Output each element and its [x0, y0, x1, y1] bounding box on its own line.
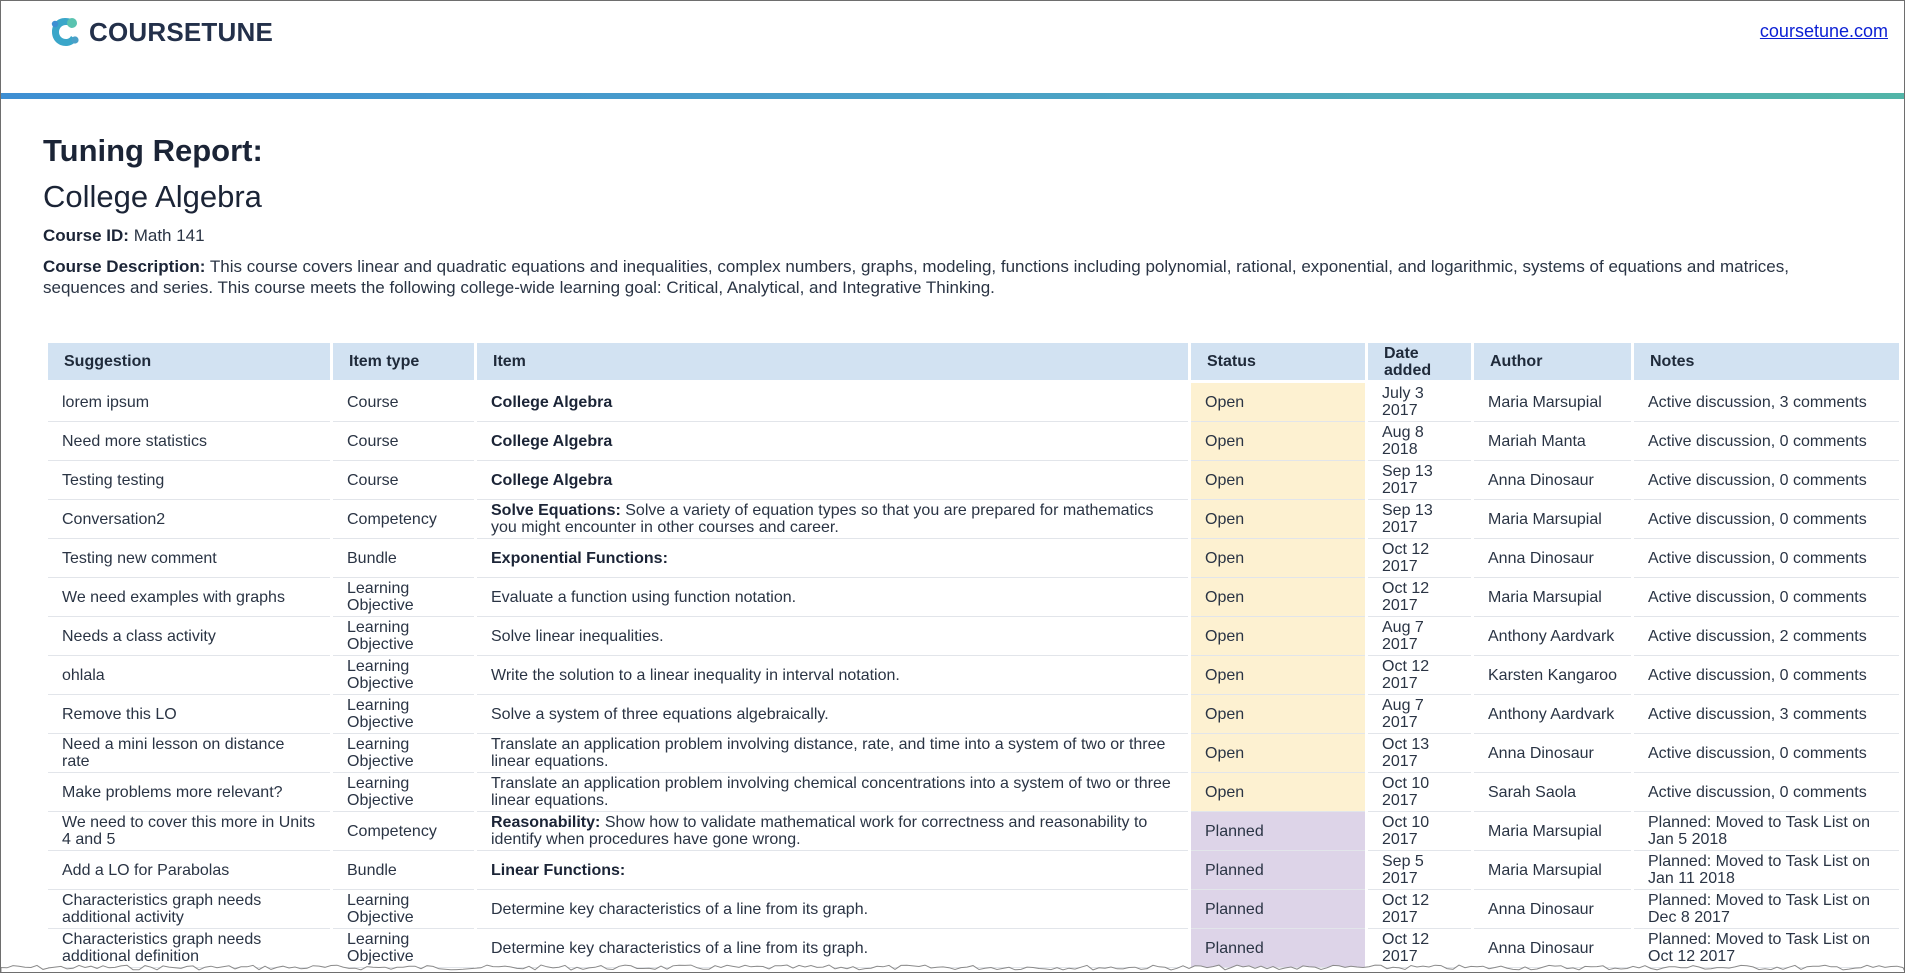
author-cell: Maria Marsupial [1474, 578, 1631, 617]
author-cell: Anthony Aardvark [1474, 617, 1631, 656]
author-cell: Karsten Kangaroo [1474, 656, 1631, 695]
table-row[interactable] [48, 773, 1899, 812]
table-row[interactable] [48, 812, 1899, 851]
item-type-cell: Course [333, 422, 474, 461]
suggestion-cell: ohlala [48, 656, 330, 695]
item-type-cell: Course [333, 461, 474, 500]
item-type-cell: Learning Objective [333, 617, 474, 656]
item-cell [477, 422, 1188, 461]
author-cell: Maria Marsupial [1474, 812, 1631, 851]
page-header [1, 1, 1905, 93]
item-type-cell: Learning Objective [333, 929, 474, 968]
status-badge: Open [1191, 695, 1365, 734]
page-title: Tuning Report: [43, 133, 263, 168]
report-summary [43, 133, 1883, 298]
table-row[interactable] [48, 734, 1899, 773]
table-body [48, 383, 1899, 968]
notes-cell: Planned: Moved to Task List on Dec 8 2017 [1634, 890, 1899, 929]
suggestion-cell: Need a mini lesson on distance rate [48, 734, 330, 773]
suggestion-cell: Testing new comment [48, 539, 330, 578]
author-cell: Anna Dinosaur [1474, 890, 1631, 929]
table-row[interactable] [48, 500, 1899, 539]
item-text: Determine key characteristics of a line from its graph. [491, 939, 869, 957]
date-added-cell: Aug 8 2018 [1368, 422, 1471, 461]
notes-cell: Active discussion, 0 comments [1634, 461, 1899, 500]
table-row[interactable] [48, 617, 1899, 656]
course-description [43, 256, 1843, 298]
notes-cell: Active discussion, 0 comments [1634, 539, 1899, 578]
status-badge: Open [1191, 383, 1365, 422]
course-id-label: Course ID: [43, 226, 129, 245]
item-text: Solve a system of three equations algebraically. [491, 705, 829, 723]
status-badge: Open [1191, 578, 1365, 617]
item-cell [477, 773, 1188, 812]
item-text: Translate an application problem involving distance, rate, and time into a system of two or three linear equations. [491, 736, 1166, 770]
table-row[interactable] [48, 695, 1899, 734]
column-header-notes[interactable]: Notes [1634, 343, 1899, 383]
suggestion-cell: We need to cover this more in Units 4 and 5 [48, 812, 330, 851]
course-description-label: Course Description: [43, 257, 206, 276]
suggestions-table [45, 343, 1902, 968]
item-name: College Algebra [491, 471, 613, 489]
item-name: College Algebra [491, 393, 613, 411]
status-badge: Planned [1191, 812, 1365, 851]
notes-cell: Planned: Moved to Task List on Jan 5 2018 [1634, 812, 1899, 851]
date-added-cell: Aug 7 2017 [1368, 695, 1471, 734]
item-name: Reasonability: [491, 814, 601, 831]
date-added-cell: Oct 12 2017 [1368, 656, 1471, 695]
author-cell: Maria Marsupial [1474, 851, 1631, 890]
date-added-cell: Oct 12 2017 [1368, 578, 1471, 617]
suggestion-cell: We need examples with graphs [48, 578, 330, 617]
item-text: Solve linear inequalities. [491, 627, 664, 645]
item-cell [477, 500, 1188, 539]
author-cell: Anna Dinosaur [1474, 539, 1631, 578]
notes-cell: Active discussion, 3 comments [1634, 695, 1899, 734]
notes-cell: Active discussion, 0 comments [1634, 734, 1899, 773]
status-badge: Open [1191, 461, 1365, 500]
date-added-cell: Oct 12 2017 [1368, 929, 1471, 968]
suggestion-cell: Add a LO for Parabolas [48, 851, 330, 890]
item-type-cell: Learning Objective [333, 695, 474, 734]
status-badge: Planned [1191, 890, 1365, 929]
item-cell [477, 890, 1188, 929]
item-cell [477, 461, 1188, 500]
table-header-row [48, 343, 1899, 383]
item-text: Write the solution to a linear inequality in interval notation. [491, 666, 900, 684]
notes-cell: Active discussion, 2 comments [1634, 617, 1899, 656]
notes-cell: Active discussion, 0 comments [1634, 500, 1899, 539]
notes-cell: Planned: Moved to Task List on Jan 11 2018 [1634, 851, 1899, 890]
torn-edge [1, 963, 1905, 973]
suggestion-cell: Remove this LO [48, 695, 330, 734]
notes-cell: Active discussion, 0 comments [1634, 578, 1899, 617]
item-cell [477, 695, 1188, 734]
column-header-item-type[interactable]: Item type [333, 343, 474, 383]
item-cell [477, 734, 1188, 773]
item-text: Evaluate a function using function notation. [491, 588, 797, 606]
item-text: Solve a variety of equation types so that you are prepared for mathematics you might encounter in other courses and career. [491, 502, 1154, 536]
author-cell: Anthony Aardvark [1474, 695, 1631, 734]
notes-cell: Planned: Moved to Task List on Oct 12 2017 [1634, 929, 1899, 968]
notes-cell: Active discussion, 0 comments [1634, 773, 1899, 812]
table-row[interactable] [48, 539, 1899, 578]
coursetune-logo-icon [47, 15, 83, 49]
status-badge: Open [1191, 500, 1365, 539]
status-badge: Open [1191, 734, 1365, 773]
status-badge: Planned [1191, 929, 1365, 968]
item-type-cell: Learning Objective [333, 578, 474, 617]
author-cell: Anna Dinosaur [1474, 734, 1631, 773]
column-header-date-added[interactable]: Date added [1368, 343, 1471, 383]
suggestion-cell: Characteristics graph needs additional activity [48, 890, 330, 929]
course-id-line [43, 225, 1883, 246]
status-badge: Open [1191, 617, 1365, 656]
date-added-cell: Aug 7 2017 [1368, 617, 1471, 656]
table-row[interactable] [48, 578, 1899, 617]
table-row[interactable] [48, 461, 1899, 500]
item-type-cell: Course [333, 383, 474, 422]
status-badge: Open [1191, 422, 1365, 461]
status-badge: Open [1191, 656, 1365, 695]
author-cell: Anna Dinosaur [1474, 461, 1631, 500]
column-header-suggestion[interactable]: Suggestion [48, 343, 330, 383]
brand-logo[interactable] [47, 15, 273, 49]
suggestion-cell: Testing testing [48, 461, 330, 500]
date-added-cell: Oct 13 2017 [1368, 734, 1471, 773]
author-cell: Maria Marsupial [1474, 383, 1631, 422]
item-text: Determine key characteristics of a line from its graph. [491, 900, 869, 918]
item-cell [477, 383, 1188, 422]
status-badge: Planned [1191, 851, 1365, 890]
status-badge: Open [1191, 773, 1365, 812]
item-type-cell: Learning Objective [333, 773, 474, 812]
item-text: Show how to validate mathematical work for correctness and reasonability to identify when procedures have gone wrong. [491, 814, 1148, 848]
author-cell: Anna Dinosaur [1474, 929, 1631, 968]
item-cell [477, 617, 1188, 656]
item-name: Solve Equations: [491, 502, 621, 519]
item-name: Exponential Functions: [491, 549, 668, 567]
course-title: College Algebra [43, 179, 262, 214]
date-added-cell: Sep 13 2017 [1368, 500, 1471, 539]
item-type-cell: Bundle [333, 539, 474, 578]
author-cell: Maria Marsupial [1474, 500, 1631, 539]
table-row[interactable] [48, 851, 1899, 890]
item-type-cell: Bundle [333, 851, 474, 890]
brand-name: COURSETUNE [89, 16, 274, 47]
date-added-cell: Sep 13 2017 [1368, 461, 1471, 500]
course-description-text: This course covers linear and quadratic equations and inequalities, complex numbers, graphs, modeling, functions including polynomial, rational, exponential, and logarithmic, systems of equations and matrices, sequences and series. This course meets the following college-wide learning goal: Critical, Analytical, and Integrative Thinking. [43, 257, 1789, 297]
item-cell [477, 578, 1188, 617]
table-header [48, 343, 1899, 383]
suggestions-table-wrap [45, 343, 1899, 968]
notes-cell: Active discussion, 3 comments [1634, 383, 1899, 422]
item-type-cell: Competency [333, 812, 474, 851]
item-text: Translate an application problem involving chemical concentrations into a system of two or three linear equations. [491, 775, 1171, 809]
notes-cell: Active discussion, 0 comments [1634, 656, 1899, 695]
item-cell [477, 656, 1188, 695]
author-cell: Mariah Manta [1474, 422, 1631, 461]
item-type-cell: Learning Objective [333, 734, 474, 773]
item-type-cell: Learning Objective [333, 890, 474, 929]
date-added-cell: Oct 10 2017 [1368, 812, 1471, 851]
date-added-cell: Sep 5 2017 [1368, 851, 1471, 890]
status-badge: Open [1191, 539, 1365, 578]
date-added-cell: Oct 12 2017 [1368, 539, 1471, 578]
notes-cell: Active discussion, 0 comments [1634, 422, 1899, 461]
suggestion-cell: Need more statistics [48, 422, 330, 461]
item-type-cell: Competency [333, 500, 474, 539]
table-row[interactable] [48, 383, 1899, 422]
item-cell [477, 851, 1188, 890]
header-accent-bar [1, 93, 1905, 99]
column-header-status[interactable]: Status [1191, 343, 1365, 383]
table-row[interactable] [48, 656, 1899, 695]
date-added-cell: July 3 2017 [1368, 383, 1471, 422]
table-row[interactable] [48, 890, 1899, 929]
item-cell [477, 539, 1188, 578]
item-name: Linear Functions: [491, 861, 626, 879]
item-type-cell: Learning Objective [333, 656, 474, 695]
date-added-cell: Oct 10 2017 [1368, 773, 1471, 812]
course-id-value: Math 141 [133, 226, 205, 245]
suggestion-cell: lorem ipsum [48, 383, 330, 422]
suggestion-cell: Conversation2 [48, 500, 330, 539]
site-link[interactable]: coursetune.com [1759, 21, 1888, 41]
suggestion-cell: Characteristics graph needs additional definition [48, 929, 330, 968]
date-added-cell: Oct 12 2017 [1368, 890, 1471, 929]
item-name: College Algebra [491, 432, 613, 450]
suggestion-cell: Needs a class activity [48, 617, 330, 656]
item-cell [477, 812, 1188, 851]
column-header-author[interactable]: Author [1474, 343, 1631, 383]
table-row[interactable] [48, 422, 1899, 461]
column-header-item[interactable]: Item [477, 343, 1188, 383]
author-cell: Sarah Saola [1474, 773, 1631, 812]
suggestion-cell: Make problems more relevant? [48, 773, 330, 812]
